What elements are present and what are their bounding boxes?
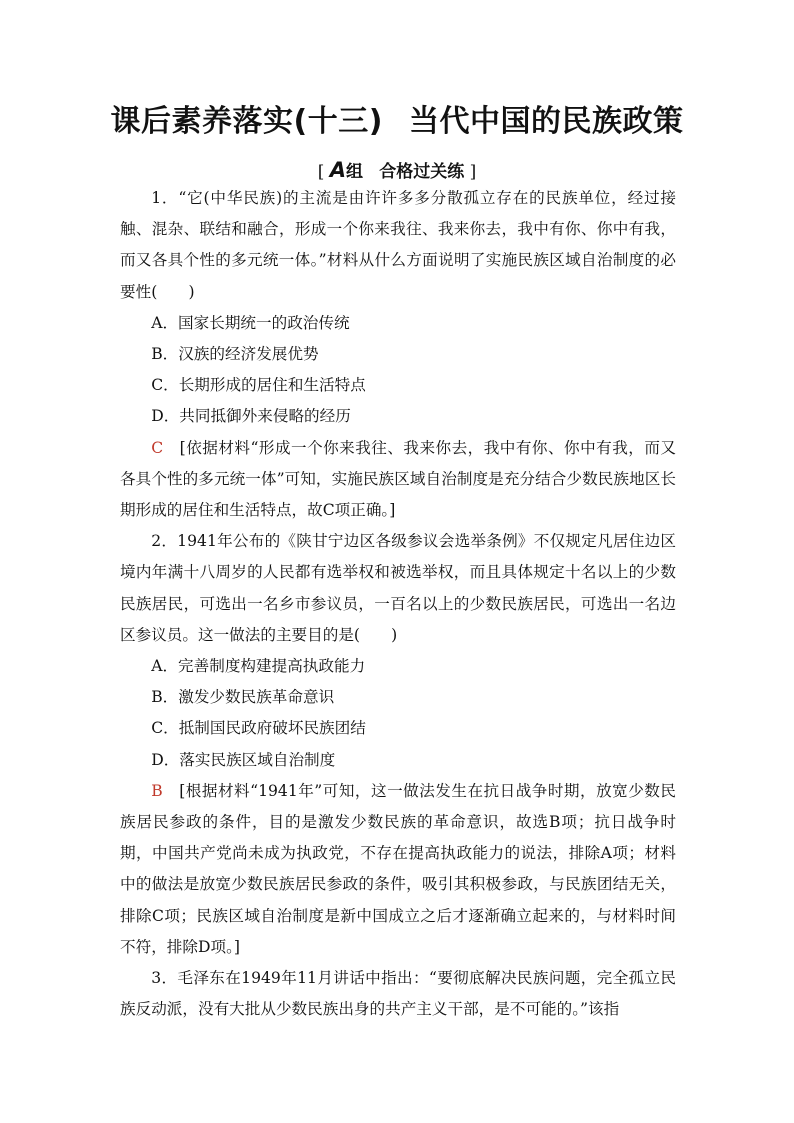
title-topic: 当代中国的民族政策 [408, 104, 684, 139]
answer-explanation [120, 776, 676, 963]
answer-letter: C [151, 438, 164, 457]
option-a: A．国家长期统一的政治传统 [151, 313, 350, 332]
option-d: D．落实民族区域自治制度 [151, 750, 336, 769]
group-close-bracket: ] [469, 162, 477, 182]
option-b: B．激发少数民族革命意识 [151, 688, 335, 707]
group-letter: A [329, 158, 347, 182]
title-series: 课后素养落实(十三) [110, 104, 383, 139]
answer-explanation [120, 433, 676, 527]
group-open-bracket: [ [317, 162, 325, 182]
option-c: C．长期形成的居住和生活特点 [151, 376, 366, 395]
option-a: A．完善制度构建提高执政能力 [151, 657, 366, 676]
option-b: B．汉族的经济发展优势 [151, 345, 319, 364]
question-list [120, 183, 676, 1025]
group-name: 合格过关练 [379, 162, 465, 182]
explanation-text: [依据材料“形成一个你来我往、我来你去，我中有你、你中有我，而又各具个性的多元统一体”可知，实施民族区域自治制度是充分结合少数民族地区长期形成的居住和生活特点，故C项正确。] [120, 438, 676, 520]
option-d: D．共同抵御外来侵略的经历 [151, 407, 351, 426]
group-char: 组 [346, 162, 364, 182]
question-stem: 3．毛泽东在1949年11月讲话中指出：“要彻底解决民族问题，完全孤立民族反动派，没有大批从少数民族出身的共产主义干部，是不可能的。”该指 [120, 969, 676, 1019]
question-stem: 2．1941年公布的《陕甘宁边区各级参议会选举条例》不仅规定凡居住边区境内年满十八周岁的人民都有选举权和被选举权，而且具体规定十名以上的少数民族居民，可选出一名乡市参议员，一百名以上的少数民族居民，可选出一名边区参议员。这一做法的主要目的是( ) [120, 532, 676, 644]
question-stem: 1．“它(中华民族)的主流是由许许多多分散孤立存在的民族单位，经过接触、混杂、联结和融合，形成一个你来我往、我来你去，我中有你、你中有我，而又各具个性的多元统一体。”材料从什么方面说明了实施民族区域自治制度的必要性( ) [120, 189, 676, 301]
option-c: C．抵制国民政府破坏民族团结 [151, 719, 366, 738]
group-heading [0, 157, 794, 182]
answer-letter: B [151, 781, 163, 800]
page-title [0, 96, 794, 140]
explanation-text: [根据材料“1941年”可知，这一做法发生在抗日战争时期，放宽少数民族居民参政的条件，目的是激发少数民族的革命意识，故选B项；抗日战争时期，中国共产党尚未成为执政党，不存在提高执政能力的说法，排除A项；材料中的做法是放宽少数民族居民参政的条件，吸引其积极参政，与民族团结无关，排除C项；民族区域自治制度是新中国成立之后才逐渐确立起来的，与材料时间不符，排除D项。] [120, 781, 676, 956]
